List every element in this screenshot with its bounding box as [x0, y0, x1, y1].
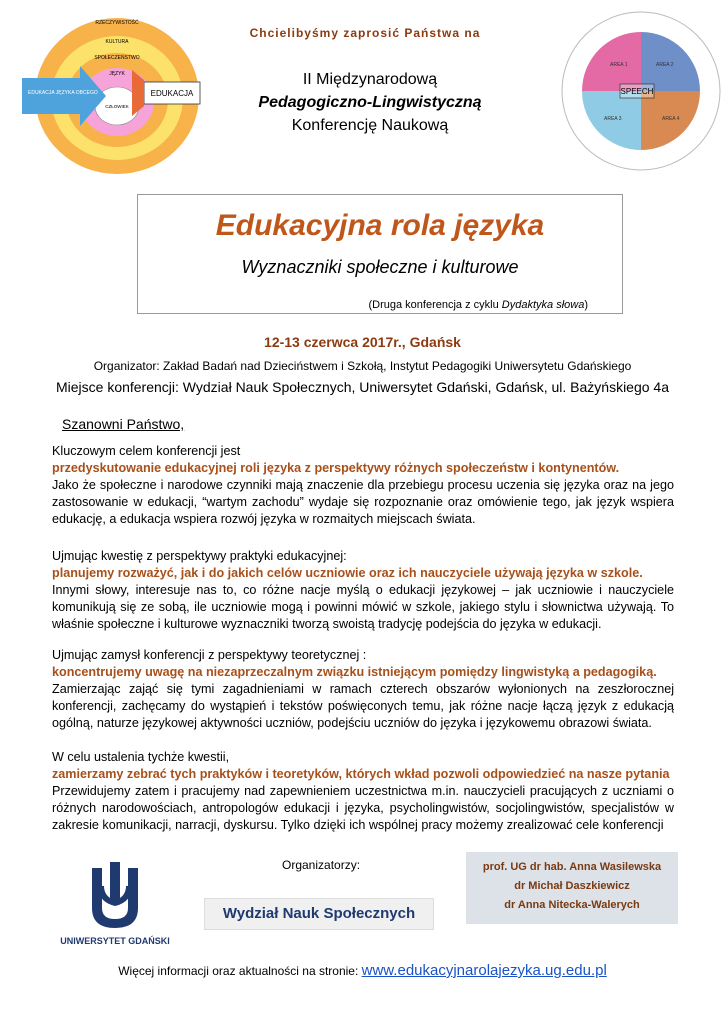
faculty-name: Wydział Nauk Społecznych	[222, 905, 416, 922]
faculty-logo	[204, 898, 434, 930]
area-3-label: AREA 3	[604, 116, 622, 122]
ring-label-3: SPOŁECZEŃSTWO	[94, 55, 140, 61]
conference-name	[220, 68, 520, 137]
invitation-intro: Chcielibyśmy zaprosić Państwa na	[249, 26, 481, 40]
conference-line-2: Pedagogiczno-Lingwistyczną	[258, 94, 482, 111]
footer-text: Więcej informacji oraz aktualności na stronie:	[118, 964, 362, 978]
venue-line: Miejsce konferencji: Wydział Nauk Społecznych, Uniwersytet Gdański, Gdańsk, ul. Bażyńskiego 4a	[55, 379, 670, 395]
ring-label-2: KULTURA	[105, 39, 129, 45]
sub-title: Wyznaczniki społeczne i kulturowe	[241, 257, 519, 277]
box-label: EDUKACJA	[150, 89, 194, 98]
area-1-label: AREA 1	[610, 62, 628, 68]
speech-areas-diagram	[560, 10, 722, 172]
footer	[0, 962, 725, 979]
main-title: Edukacyjna rola języka	[215, 209, 545, 242]
concentric-diagram	[22, 10, 206, 182]
area-4-label: AREA 4	[662, 116, 680, 122]
conference-line-3: Konferencję Naukową	[291, 117, 449, 134]
conference-date: 12-13 czerwca 2017r., Gdańsk	[264, 334, 461, 350]
organizers-people-box	[466, 852, 678, 924]
person-3: dr Anna Nitecka-Walerych	[504, 899, 640, 911]
area-2-label: AREA 2	[656, 62, 674, 68]
university-logo	[58, 858, 172, 952]
arrow-label: EDUKACJA JĘZYKA OBCEGO	[28, 90, 98, 96]
paragraph-4: W celu ustalenia tychże kwestii, zamierzamy zebrać tych praktyków i teoretyków, których wkład pozwoli odpowiedzieć na nasze pytania Przewidujemy zatem i pracujemy nad zapewnieniem uczestnictwa m.in. nauczycieli pracujących z uczniami o różnych narodowościach, antropologów edukacji i języka, psycholingwistów, socjolingwistów, specjalistów w zakresie komunikacji, narracji, dyskursu. Tylko dzięki ich wspólnej pracy możemy zrealizować cele konferencji	[52, 750, 674, 832]
person-1: prof. UG dr hab. Anna Wasilewska	[482, 861, 662, 873]
organizers-label: Organizatorzy:	[282, 858, 361, 872]
ring-label-4: JĘZYK	[109, 71, 125, 77]
paragraph-2: Ujmując kwestię z perspektywy praktyki edukacyjnej: planujemy rozważyć, jak i do jakich celów uczniowie oraz ich nauczyciele używają języka w szkole. Innymi słowy, interesuje nas to, co różne nacje myślą o edukacji językowej – jak uczniowie i nauczyciele komunikują się ze sobą, ile uczniowie mogą i powinni mówić w szkole, jakiego stylu i słownictwa używają. To właśnie społeczne i kulturowe wyznaczniki tworzą swoistą tradycję podejścia do języka w edukacji.	[52, 549, 674, 631]
ring-label-1: RZECZYWISTOŚĆ	[95, 20, 139, 26]
cycle-note: (Druga konferencja z cyklu Dydaktyka słowa)	[368, 299, 588, 311]
center-label: SPEECH	[620, 87, 654, 96]
organizer-line: Organizator: Zakład Badań nad Dzieciństwem i Szkołą, Instytut Pedagogiki Uniwersytetu Gdańskiego	[93, 359, 632, 373]
website-link[interactable]: www.edukacyjnarolajezyka.ug.edu.pl	[361, 962, 607, 979]
title-box	[137, 194, 623, 314]
conference-line-1: II Międzynarodową	[302, 71, 438, 88]
paragraph-1: Kluczowym celem konferencji jest przedyskutowanie edukacyjnej roli języka z perspektywy różnych społeczeństw i kontynentów. Jako że społeczne i narodowe czynniki mają znaczenie dla przebiegu procesu uczenia się języka oraz na jego zastosowanie w edukacji, “wartym zachodu” wydaje się rozpoznanie oraz omówienie tego, jak język wspiera edukację, a edukacja wspiera rozwój języka w rozmaitych miejscach świata.	[52, 444, 674, 526]
person-2: dr Michał Daszkiewicz	[514, 880, 630, 892]
university-name: UNIWERSYTET GDAŃSKI	[60, 936, 170, 946]
paragraph-3: Ujmując zamysł konferencji z perspektywy teoretycznej : koncentrujemy uwagę na niezaprzeczalnym związku istniejącym pomiędzy lingwistyką a pedagogiką. Zamierzając zająć się tymi zagadnieniami w ramach czterech obszarów wyłonionych na zeszłorocznej konferencji, zachęcamy do wystąpień i tekstów poświęconych temu, jak różne nacje łączą język z edukacją ogólną, naturze językowej aktywności uczniów, podejściu uczniów do języka i językowemu obrazowi świata.	[52, 648, 674, 730]
greeting: Szanowni Państwo,	[62, 416, 185, 432]
ring-label-5: CZŁOWIEK	[105, 104, 129, 109]
